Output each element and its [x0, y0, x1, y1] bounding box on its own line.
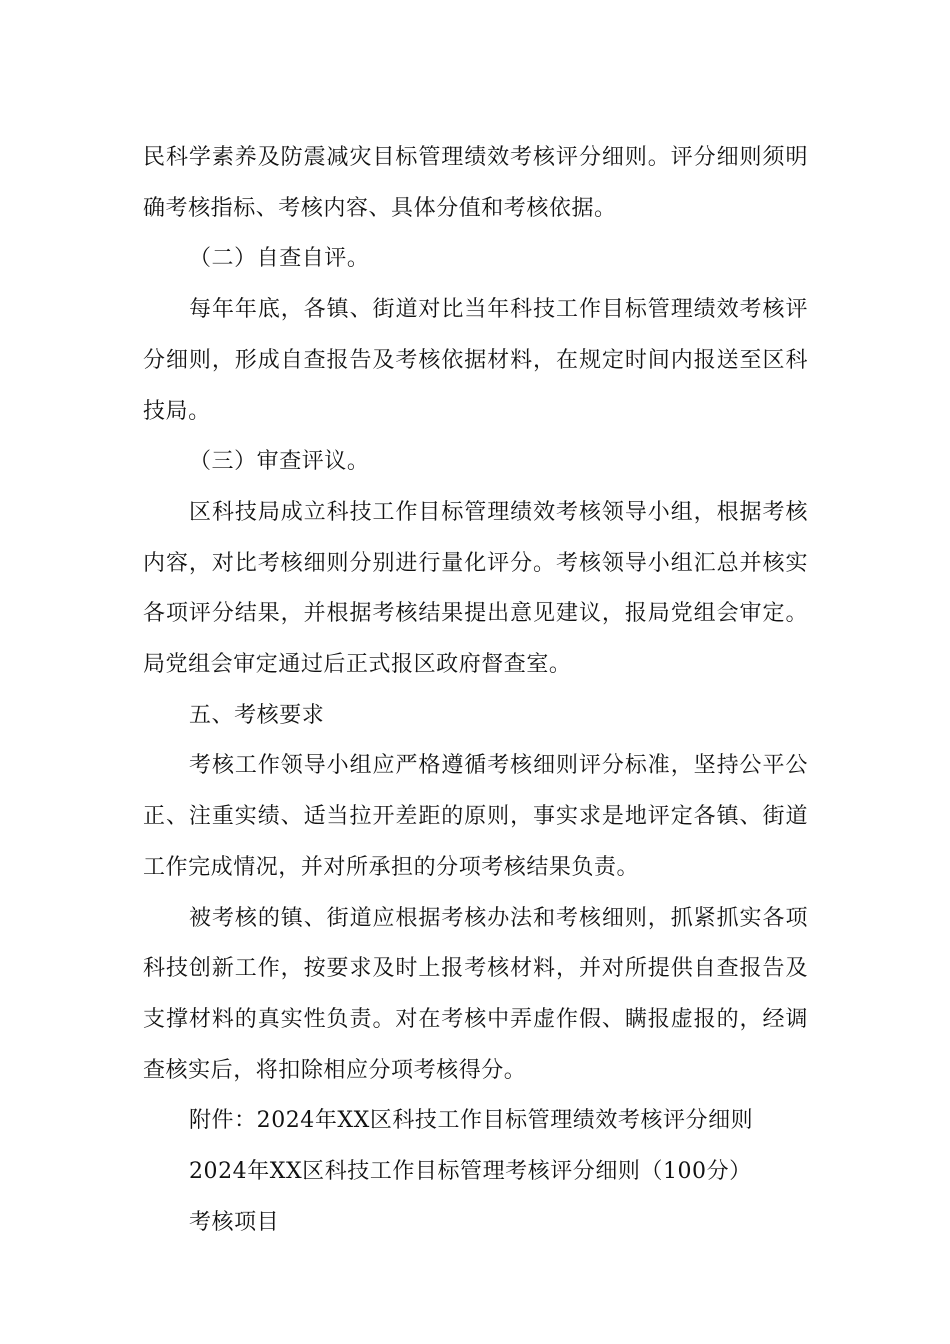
paragraph-review: 区科技局成立科技工作目标管理绩效考核领导小组，根据考核内容，对比考核细则分别进行量化评分。考核领导小组汇总并核实各项评分结果，并根据考核结果提出意见建议，报局党组会审定。局党组会审定通过后正式报区政府督查室。 — [143, 499, 808, 678]
paragraph-self-inspection: 每年年底，各镇、街道对比当年科技工作目标管理绩效考核评分细则，形成自查报告及考核依据材料，在规定时间内报送至区科技局。 — [143, 297, 808, 424]
paragraph-scoring-rules-continued: 民科学素养及防震减灾目标管理绩效考核评分细则。评分细则须明确考核指标、考核内容、具体分值和考核依据。 — [143, 145, 808, 221]
paragraph-assessed-units-requirements: 被考核的镇、街道应根据考核办法和考核细则，抓紧抓实各项科技创新工作，按要求及时上报考核材料，并对所提供自查报告及支撑材料的真实性负责。对在考核中弄虚作假、瞒报虚报的，经调查核实后，将扣除相应分项考核得分。 — [143, 905, 808, 1083]
assessment-items-label: 考核项目 — [189, 1209, 280, 1235]
heading-review: （三）审查评议。 — [189, 449, 370, 475]
document-body — [143, 133, 808, 1248]
attachment-line: 附件：2024年XX区科技工作目标管理绩效考核评分细则 — [189, 1108, 754, 1134]
heading-self-inspection: （二）自查自评。 — [189, 246, 370, 272]
attachment-title: 2024年XX区科技工作目标管理考核评分细则（100分） — [189, 1159, 752, 1185]
paragraph-leadership-requirements: 考核工作领导小组应严格遵循考核细则评分标准，坚持公平公正、注重实绩、适当拉开差距的原则，事实求是地评定各镇、街道工作完成情况，并对所承担的分项考核结果负责。 — [143, 753, 808, 880]
heading-assessment-requirements: 五、考核要求 — [189, 702, 325, 728]
